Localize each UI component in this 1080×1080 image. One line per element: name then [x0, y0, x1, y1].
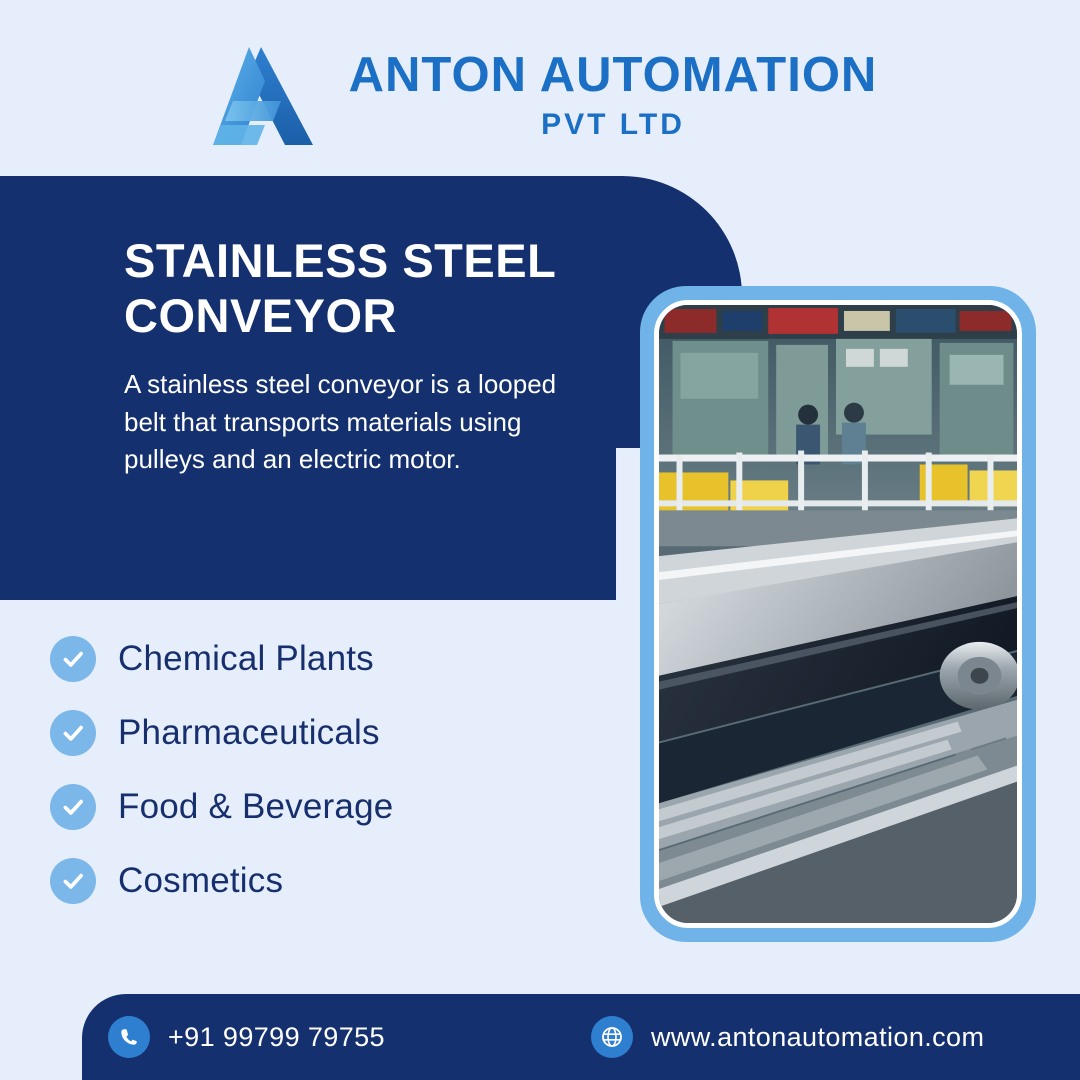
- conveyor-photo-illustration: [659, 305, 1017, 923]
- list-item-label: Food & Beverage: [118, 787, 394, 826]
- contact-footer: [82, 994, 1080, 1080]
- brand-subtitle: PVT LTD: [541, 107, 685, 141]
- brand-name: ANTON AUTOMATION: [348, 48, 878, 103]
- list-item-label: Chemical Plants: [118, 639, 374, 678]
- list-item-label: Pharmaceuticals: [118, 713, 380, 752]
- product-photo: [654, 300, 1022, 928]
- phone-number: +91 99799 79755: [168, 1021, 385, 1052]
- globe-icon: [591, 1016, 633, 1058]
- check-circle-icon: [50, 858, 96, 904]
- phone-icon: [108, 1016, 150, 1058]
- anton-a-logo-icon: [203, 41, 323, 151]
- list-item: [50, 844, 610, 918]
- headline-panel: [0, 176, 742, 600]
- page-description: A stainless steel conveyor is a looped belt that transports materials using pulleys and an electric motor.: [124, 368, 557, 475]
- contact-phone[interactable]: [108, 1016, 385, 1058]
- list-item: [50, 770, 610, 844]
- headline-panel-content: [124, 234, 624, 479]
- list-item-label: Cosmetics: [118, 861, 284, 900]
- applications-list: [50, 622, 610, 918]
- brand-lockup: [349, 50, 878, 141]
- list-item: [50, 622, 610, 696]
- list-item: [50, 696, 610, 770]
- brand-header: [0, 26, 1080, 166]
- check-circle-icon: [50, 636, 96, 682]
- page-title: STAINLESS STEEL CONVEYOR: [124, 234, 556, 342]
- check-circle-icon: [50, 710, 96, 756]
- product-photo-frame: [640, 286, 1036, 942]
- check-circle-icon: [50, 784, 96, 830]
- contact-website[interactable]: [591, 1016, 984, 1058]
- website-url: www.antonautomation.com: [650, 1021, 985, 1052]
